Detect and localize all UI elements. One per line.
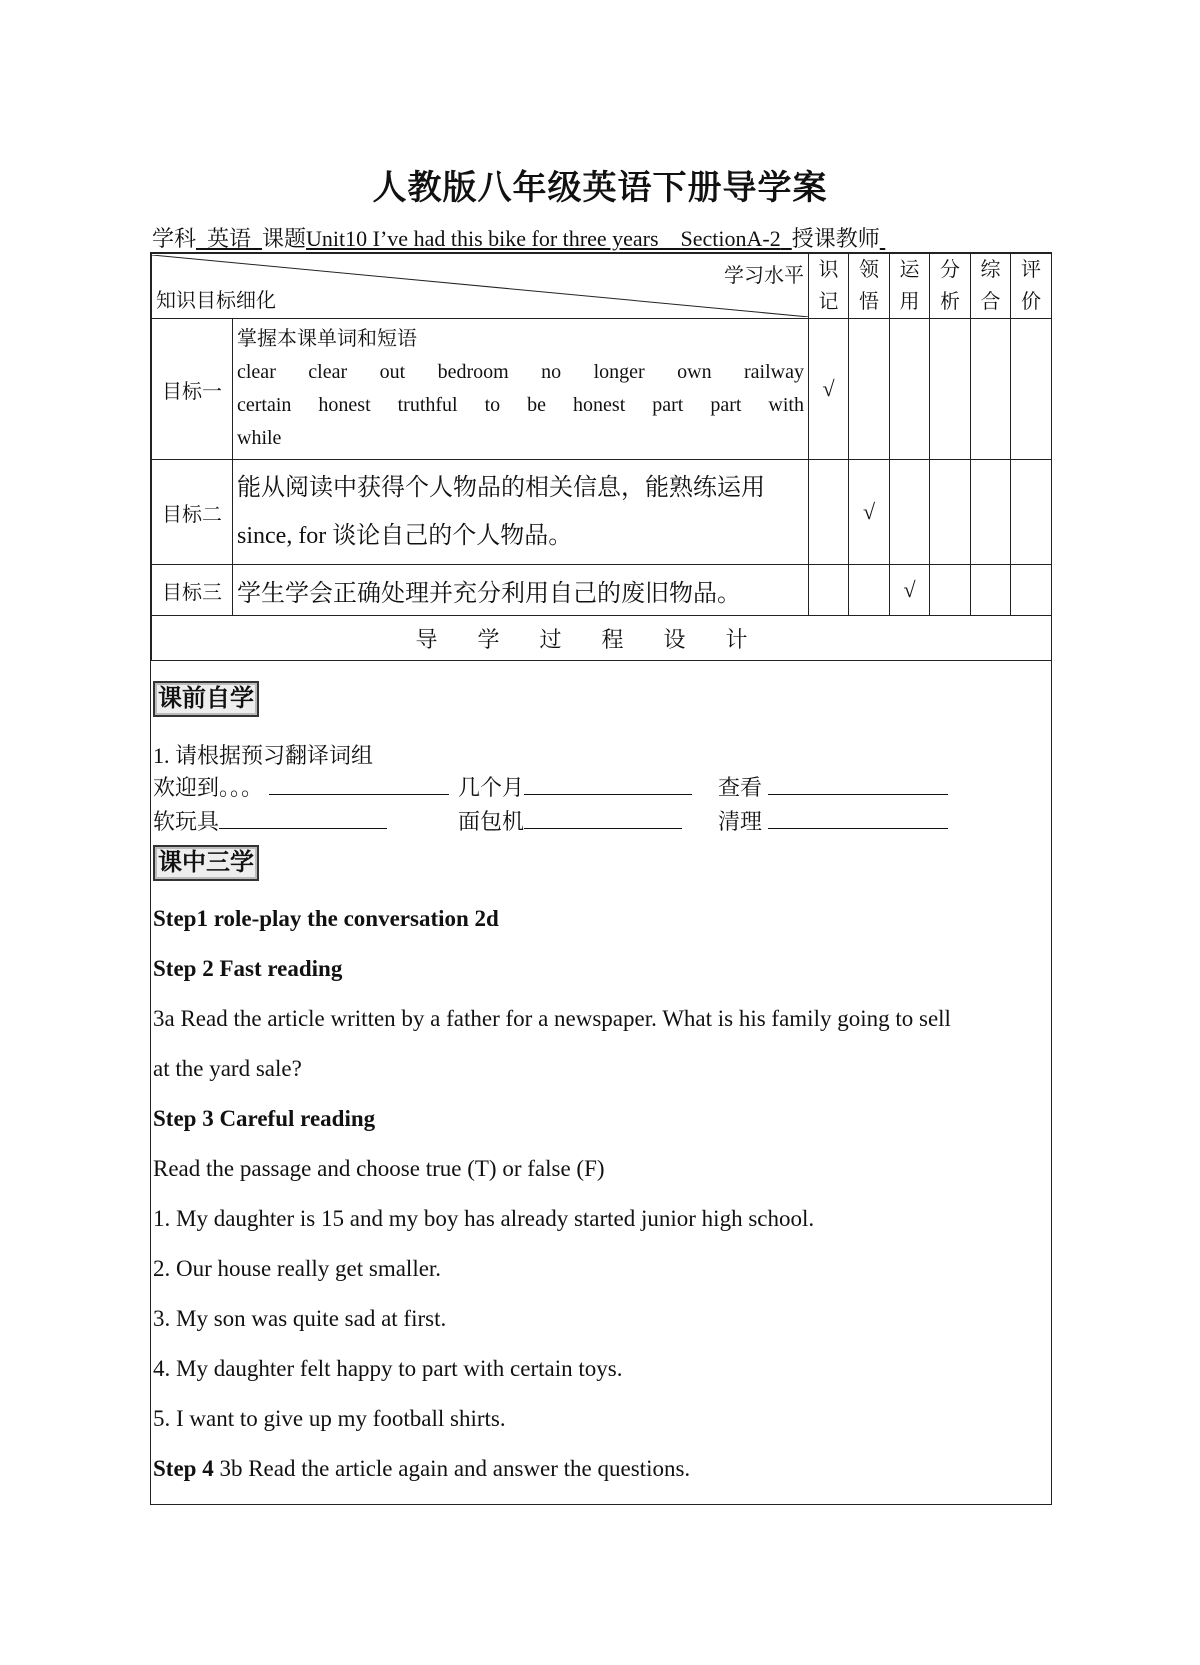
step-2-text: at the yard sale? (153, 1056, 302, 1081)
process-design-title: 导学过程设计 (152, 616, 1052, 661)
level-header: 领悟 (849, 254, 890, 319)
level-header: 识记 (809, 254, 849, 319)
goal-label: 目标一 (152, 319, 233, 460)
step-2-text: 3a Read the article written by a father for a newspaper. What is his family going to sell (153, 1006, 951, 1031)
statement-item: 5. I want to give up my football shirts. (153, 1406, 506, 1431)
phrase-item: 软玩具 (153, 805, 387, 836)
worksheet-frame (150, 252, 1052, 1505)
phrase-item: 面包机 (458, 805, 682, 836)
goal-1-words-line: while (237, 427, 282, 449)
check-mark: √ (809, 319, 849, 460)
phrase-item: 清理 (718, 805, 948, 836)
subject-line (152, 222, 1052, 253)
pre-study-badge: 课前自学 (153, 681, 259, 717)
in-class-badge: 课中三学 (153, 845, 259, 881)
step-3-heading: Step 3 Careful reading (153, 1106, 376, 1131)
statement-item: 4. My daughter felt happy to part with certain toys. (153, 1356, 623, 1381)
statement-item: 2. Our house really get smaller. (153, 1256, 442, 1281)
step-3-instruction: Read the passage and choose true (T) or false (F) (153, 1156, 605, 1181)
study-content (151, 661, 1051, 1504)
level-header: 评价 (1011, 254, 1052, 319)
teacher-label: 授课教师 (791, 226, 880, 251)
subject-value: 英语 (207, 226, 252, 251)
goal-1-heading: 掌握本课单词和短语 (237, 328, 417, 350)
page-title: 人教版八年级英语下册导学案 (372, 170, 828, 207)
subject-label: 学科 (152, 226, 197, 251)
pre-study-instruction: 1. 请根据预习翻译词组 (153, 743, 374, 768)
step-4-text: 3b Read the article again and answer the questions. (219, 1456, 691, 1481)
goal-3-content: 学生学会正确处理并充分利用自己的废旧物品。 (233, 565, 809, 616)
check-mark: √ (890, 565, 930, 616)
diagonal-header-cell (152, 254, 809, 319)
goal-1-content (233, 319, 809, 460)
level-label: 学习水平 (724, 265, 804, 287)
step-4-line (153, 1456, 690, 1482)
goal-1-words-line: clear clear out bedroom no longer own railway (237, 361, 804, 383)
level-header: 综合 (971, 254, 1011, 319)
statement-item: 3. My son was quite sad at first. (153, 1306, 447, 1331)
goal-label: 目标三 (152, 565, 233, 616)
statement-item: 1. My daughter is 15 and my boy has already started junior high school. (153, 1206, 815, 1231)
goals-table (151, 253, 1052, 661)
goal-1-words-line: certain honest truthful to be honest part part with (237, 394, 804, 416)
level-header: 运用 (890, 254, 930, 319)
phrase-item: 查看 (718, 771, 948, 802)
topic-value: Unit10 I’ve had this bike for three years SectionA-2 (306, 226, 781, 251)
step-4-label: Step 4 (153, 1456, 214, 1481)
phrase-item: 欢迎到。。。 (153, 771, 449, 802)
step-1-heading: Step1 role-play the conversation 2d (153, 906, 499, 931)
detail-label: 知识目标细化 (156, 290, 276, 312)
topic-label: 课题 (262, 226, 307, 251)
goal-2-content: 能从阅读中获得个人物品的相关信息，能熟练运用since, for 谈论自己的个人物品。 (233, 460, 809, 565)
step-2-heading: Step 2 Fast reading (153, 956, 343, 981)
phrase-item: 几个月 (458, 771, 692, 802)
goal-label: 目标二 (152, 460, 233, 565)
check-mark: √ (849, 460, 890, 565)
level-header: 分析 (930, 254, 971, 319)
